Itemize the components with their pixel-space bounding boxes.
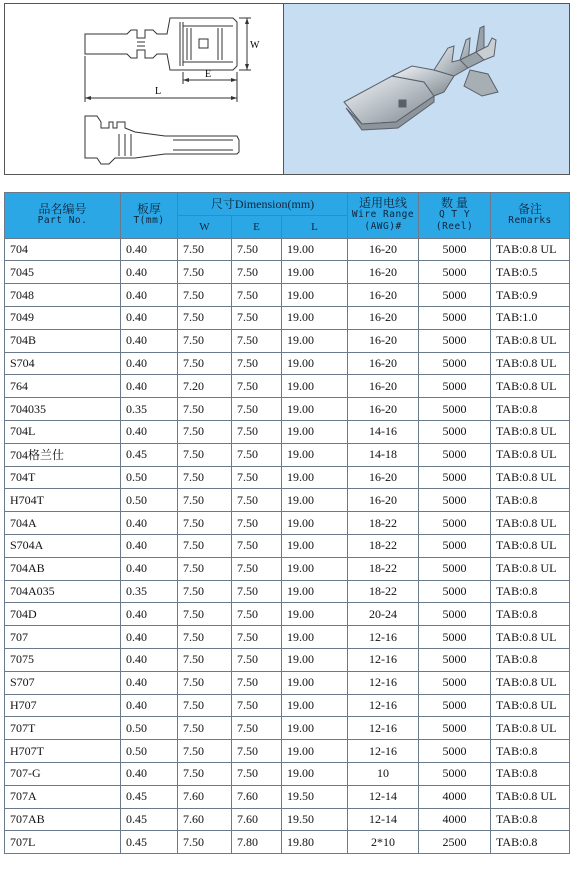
table-row <box>5 261 570 284</box>
remarks-cell: TAB:0.8 UL <box>491 375 570 398</box>
l-cell: 19.00 <box>282 648 348 671</box>
part-no-cell: 707A <box>5 785 121 808</box>
table-row <box>5 580 570 603</box>
part-no-cell: S704 <box>5 352 121 375</box>
remarks-cell: TAB:0.8 <box>491 603 570 626</box>
remarks-cell: TAB:0.8 UL <box>491 557 570 580</box>
wire-range-cell: 12-14 <box>348 785 419 808</box>
w-cell: 7.50 <box>178 443 232 466</box>
w-cell: 7.20 <box>178 375 232 398</box>
remarks-cell: TAB:0.8 UL <box>491 466 570 489</box>
qty-cell: 4000 <box>419 808 491 831</box>
w-cell: 7.60 <box>178 785 232 808</box>
e-cell: 7.50 <box>232 466 282 489</box>
remarks-cell: TAB:0.8 UL <box>491 717 570 740</box>
thickness-cell: 0.40 <box>121 603 178 626</box>
qty-cell: 5000 <box>419 466 491 489</box>
l-cell: 19.00 <box>282 534 348 557</box>
thickness-cell: 0.40 <box>121 534 178 557</box>
w-cell: 7.50 <box>178 580 232 603</box>
part-no-cell: 707-G <box>5 762 121 785</box>
table-body <box>5 238 570 854</box>
l-cell: 19.00 <box>282 352 348 375</box>
thickness-cell: 0.40 <box>121 306 178 329</box>
w-cell: 7.50 <box>178 420 232 443</box>
remarks-cell: TAB:0.8 UL <box>491 671 570 694</box>
qty-cell: 5000 <box>419 534 491 557</box>
terminal-photo <box>284 4 569 174</box>
table-row <box>5 785 570 808</box>
l-cell: 19.00 <box>282 717 348 740</box>
e-cell: 7.50 <box>232 717 282 740</box>
terminal-spec-table <box>4 192 570 854</box>
part-no-cell: 764 <box>5 375 121 398</box>
part-no-cell: 7045 <box>5 261 121 284</box>
thickness-cell: 0.40 <box>121 284 178 307</box>
wire-range-cell: 16-20 <box>348 284 419 307</box>
part-no-cell: 707AB <box>5 808 121 831</box>
remarks-cell: TAB:0.8 <box>491 398 570 421</box>
l-cell: 19.80 <box>282 831 348 854</box>
part-no-cell: 704D <box>5 603 121 626</box>
wire-range-cell: 18-22 <box>348 512 419 535</box>
wire-range-cell: 14-16 <box>348 420 419 443</box>
part-no-cell: H707 <box>5 694 121 717</box>
thickness-cell: 0.40 <box>121 420 178 443</box>
l-cell: 19.00 <box>282 238 348 261</box>
table-row <box>5 329 570 352</box>
w-cell: 7.50 <box>178 352 232 375</box>
qty-cell: 5000 <box>419 306 491 329</box>
dim-e-label: E <box>205 69 212 80</box>
qty-cell: 4000 <box>419 785 491 808</box>
wire-range-cell: 16-20 <box>348 238 419 261</box>
qty-cell: 5000 <box>419 557 491 580</box>
table-row <box>5 831 570 854</box>
remarks-cell: TAB:0.8 UL <box>491 694 570 717</box>
l-cell: 19.00 <box>282 557 348 580</box>
table-row <box>5 284 570 307</box>
w-cell: 7.50 <box>178 603 232 626</box>
l-cell: 19.50 <box>282 785 348 808</box>
table-row <box>5 762 570 785</box>
e-cell: 7.50 <box>232 580 282 603</box>
qty-cell: 5000 <box>419 443 491 466</box>
remarks-cell: TAB:0.8 UL <box>491 626 570 649</box>
l-cell: 19.00 <box>282 626 348 649</box>
table-row <box>5 512 570 535</box>
e-cell: 7.50 <box>232 671 282 694</box>
thickness-cell: 0.35 <box>121 398 178 421</box>
technical-drawing <box>5 4 284 174</box>
wire-range-cell: 12-16 <box>348 694 419 717</box>
table-row <box>5 375 570 398</box>
remarks-cell: TAB:0.8 <box>491 740 570 763</box>
e-cell: 7.50 <box>232 626 282 649</box>
table-row <box>5 626 570 649</box>
part-no-cell: 7049 <box>5 306 121 329</box>
e-cell: 7.50 <box>232 762 282 785</box>
table-row <box>5 398 570 421</box>
part-no-cell: 707T <box>5 717 121 740</box>
remarks-cell: TAB:0.8 <box>491 831 570 854</box>
thickness-cell: 0.40 <box>121 557 178 580</box>
wire-range-cell: 16-20 <box>348 329 419 352</box>
table-row <box>5 648 570 671</box>
thickness-cell: 0.35 <box>121 580 178 603</box>
qty-cell: 5000 <box>419 261 491 284</box>
l-cell: 19.00 <box>282 512 348 535</box>
table-row <box>5 534 570 557</box>
w-cell: 7.50 <box>178 831 232 854</box>
qty-cell: 5000 <box>419 489 491 512</box>
w-cell: 7.50 <box>178 534 232 557</box>
remarks-cell: TAB:0.8 UL <box>491 443 570 466</box>
l-cell: 19.00 <box>282 671 348 694</box>
part-no-cell: 704A035 <box>5 580 121 603</box>
wire-range-cell: 16-20 <box>348 466 419 489</box>
wire-range-cell: 2*10 <box>348 831 419 854</box>
w-cell: 7.50 <box>178 648 232 671</box>
wire-range-cell: 16-20 <box>348 352 419 375</box>
wire-range-cell: 10 <box>348 762 419 785</box>
part-no-cell: 7048 <box>5 284 121 307</box>
part-no-cell: 704L <box>5 420 121 443</box>
remarks-cell: TAB:0.8 UL <box>491 512 570 535</box>
header-l: L <box>282 215 348 238</box>
wire-range-cell: 12-16 <box>348 740 419 763</box>
qty-cell: 2500 <box>419 831 491 854</box>
w-cell: 7.50 <box>178 512 232 535</box>
wire-range-cell: 20-24 <box>348 603 419 626</box>
e-cell: 7.50 <box>232 238 282 261</box>
part-no-cell: 704A <box>5 512 121 535</box>
e-cell: 7.50 <box>232 740 282 763</box>
header-qty: 数 量 Q T Y (Reel) <box>419 193 491 239</box>
dim-w-label: W <box>250 40 260 51</box>
qty-cell: 5000 <box>419 694 491 717</box>
e-cell: 7.50 <box>232 329 282 352</box>
thickness-cell: 0.40 <box>121 626 178 649</box>
thickness-cell: 0.40 <box>121 352 178 375</box>
wire-range-cell: 12-14 <box>348 808 419 831</box>
table-row <box>5 603 570 626</box>
e-cell: 7.50 <box>232 261 282 284</box>
remarks-cell: TAB:0.8 <box>491 762 570 785</box>
e-cell: 7.50 <box>232 512 282 535</box>
l-cell: 19.00 <box>282 398 348 421</box>
wire-range-cell: 12-16 <box>348 626 419 649</box>
thickness-cell: 0.40 <box>121 648 178 671</box>
l-cell: 19.00 <box>282 306 348 329</box>
thickness-cell: 0.45 <box>121 785 178 808</box>
table-row <box>5 489 570 512</box>
thickness-cell: 0.40 <box>121 375 178 398</box>
remarks-cell: TAB:0.8 <box>491 580 570 603</box>
thickness-cell: 0.50 <box>121 717 178 740</box>
remarks-cell: TAB:0.8 UL <box>491 329 570 352</box>
l-cell: 19.00 <box>282 762 348 785</box>
e-cell: 7.50 <box>232 352 282 375</box>
part-no-cell: S704A <box>5 534 121 557</box>
w-cell: 7.50 <box>178 557 232 580</box>
e-cell: 7.50 <box>232 534 282 557</box>
remarks-cell: TAB:0.8 UL <box>491 534 570 557</box>
table-row <box>5 808 570 831</box>
e-cell: 7.80 <box>232 831 282 854</box>
part-no-cell: 704B <box>5 329 121 352</box>
thickness-cell: 0.50 <box>121 740 178 763</box>
w-cell: 7.50 <box>178 489 232 512</box>
terminal-render-svg <box>284 4 568 174</box>
wire-range-cell: 16-20 <box>348 398 419 421</box>
wire-range-cell: 12-16 <box>348 648 419 671</box>
w-cell: 7.50 <box>178 740 232 763</box>
l-cell: 19.00 <box>282 466 348 489</box>
terminal-drawing-svg <box>5 4 283 174</box>
w-cell: 7.50 <box>178 626 232 649</box>
qty-cell: 5000 <box>419 284 491 307</box>
part-no-cell: 707 <box>5 626 121 649</box>
part-no-cell: 704格兰仕 <box>5 443 121 466</box>
part-no-cell: 704AB <box>5 557 121 580</box>
table-row <box>5 466 570 489</box>
e-cell: 7.50 <box>232 443 282 466</box>
wire-range-cell: 14-18 <box>348 443 419 466</box>
w-cell: 7.50 <box>178 261 232 284</box>
e-cell: 7.50 <box>232 284 282 307</box>
header-wire-range: 适用电线 Wire Range (AWG)# <box>348 193 419 239</box>
qty-cell: 5000 <box>419 648 491 671</box>
remarks-cell: TAB:0.5 <box>491 261 570 284</box>
dim-l-label: L <box>155 86 162 97</box>
qty-cell: 5000 <box>419 420 491 443</box>
qty-cell: 5000 <box>419 352 491 375</box>
part-no-cell: H707T <box>5 740 121 763</box>
thickness-cell: 0.45 <box>121 443 178 466</box>
qty-cell: 5000 <box>419 671 491 694</box>
e-cell: 7.60 <box>232 785 282 808</box>
header-e: E <box>232 215 282 238</box>
w-cell: 7.50 <box>178 694 232 717</box>
remarks-cell: TAB:0.8 UL <box>491 238 570 261</box>
e-cell: 7.50 <box>232 694 282 717</box>
remarks-cell: TAB:0.8 UL <box>491 785 570 808</box>
header-remarks: 备注 Remarks <box>491 193 570 239</box>
thickness-cell: 0.50 <box>121 466 178 489</box>
thickness-cell: 0.40 <box>121 261 178 284</box>
part-no-cell: S707 <box>5 671 121 694</box>
qty-cell: 5000 <box>419 512 491 535</box>
thickness-cell: 0.50 <box>121 489 178 512</box>
wire-range-cell: 12-16 <box>348 717 419 740</box>
wire-range-cell: 18-22 <box>348 534 419 557</box>
e-cell: 7.50 <box>232 603 282 626</box>
qty-cell: 5000 <box>419 626 491 649</box>
part-no-cell: 7075 <box>5 648 121 671</box>
qty-cell: 5000 <box>419 398 491 421</box>
thickness-cell: 0.45 <box>121 808 178 831</box>
thickness-cell: 0.40 <box>121 512 178 535</box>
qty-cell: 5000 <box>419 717 491 740</box>
thickness-cell: 0.40 <box>121 762 178 785</box>
thickness-cell: 0.40 <box>121 694 178 717</box>
wire-range-cell: 18-22 <box>348 580 419 603</box>
w-cell: 7.50 <box>178 238 232 261</box>
w-cell: 7.50 <box>178 306 232 329</box>
l-cell: 19.00 <box>282 284 348 307</box>
qty-cell: 5000 <box>419 762 491 785</box>
part-no-cell: 704T <box>5 466 121 489</box>
l-cell: 19.00 <box>282 375 348 398</box>
l-cell: 19.00 <box>282 329 348 352</box>
table-row <box>5 306 570 329</box>
l-cell: 19.00 <box>282 603 348 626</box>
w-cell: 7.50 <box>178 284 232 307</box>
w-cell: 7.50 <box>178 762 232 785</box>
w-cell: 7.50 <box>178 329 232 352</box>
remarks-cell: TAB:0.8 UL <box>491 420 570 443</box>
remarks-cell: TAB:0.8 <box>491 808 570 831</box>
header-dimension: 尺寸Dimension(mm) <box>178 193 348 216</box>
wire-range-cell: 18-22 <box>348 557 419 580</box>
w-cell: 7.50 <box>178 671 232 694</box>
l-cell: 19.00 <box>282 740 348 763</box>
wire-range-cell: 16-20 <box>348 489 419 512</box>
header-w: W <box>178 215 232 238</box>
table-row <box>5 694 570 717</box>
table-row <box>5 443 570 466</box>
qty-cell: 5000 <box>419 603 491 626</box>
qty-cell: 5000 <box>419 329 491 352</box>
e-cell: 7.50 <box>232 648 282 671</box>
wire-range-cell: 16-20 <box>348 261 419 284</box>
l-cell: 19.00 <box>282 443 348 466</box>
part-no-cell: 707L <box>5 831 121 854</box>
l-cell: 19.50 <box>282 808 348 831</box>
e-cell: 7.50 <box>232 420 282 443</box>
table-row <box>5 420 570 443</box>
wire-range-cell: 12-16 <box>348 671 419 694</box>
w-cell: 7.50 <box>178 466 232 489</box>
part-no-cell: H704T <box>5 489 121 512</box>
thickness-cell: 0.45 <box>121 831 178 854</box>
table-row <box>5 238 570 261</box>
remarks-cell: TAB:0.8 <box>491 648 570 671</box>
l-cell: 19.00 <box>282 580 348 603</box>
remarks-cell: TAB:0.8 UL <box>491 352 570 375</box>
part-no-cell: 704 <box>5 238 121 261</box>
header-part-no: 品名编号 Part No. <box>5 193 121 239</box>
e-cell: 7.60 <box>232 808 282 831</box>
product-figure-panel <box>4 3 570 175</box>
thickness-cell: 0.40 <box>121 671 178 694</box>
w-cell: 7.50 <box>178 717 232 740</box>
w-cell: 7.60 <box>178 808 232 831</box>
wire-range-cell: 16-20 <box>348 306 419 329</box>
header-thickness: 板厚 T(mm) <box>121 193 178 239</box>
table-row <box>5 352 570 375</box>
table-row <box>5 557 570 580</box>
table-row <box>5 671 570 694</box>
l-cell: 19.00 <box>282 694 348 717</box>
l-cell: 19.00 <box>282 420 348 443</box>
l-cell: 19.00 <box>282 261 348 284</box>
e-cell: 7.50 <box>232 557 282 580</box>
e-cell: 7.50 <box>232 489 282 512</box>
e-cell: 7.50 <box>232 398 282 421</box>
table-row <box>5 740 570 763</box>
qty-cell: 5000 <box>419 740 491 763</box>
w-cell: 7.50 <box>178 398 232 421</box>
e-cell: 7.50 <box>232 306 282 329</box>
wire-range-cell: 16-20 <box>348 375 419 398</box>
qty-cell: 5000 <box>419 375 491 398</box>
qty-cell: 5000 <box>419 238 491 261</box>
qty-cell: 5000 <box>419 580 491 603</box>
e-cell: 7.50 <box>232 375 282 398</box>
remarks-cell: TAB:0.9 <box>491 284 570 307</box>
remarks-cell: TAB:1.0 <box>491 306 570 329</box>
thickness-cell: 0.40 <box>121 329 178 352</box>
remarks-cell: TAB:0.8 <box>491 489 570 512</box>
thickness-cell: 0.40 <box>121 238 178 261</box>
table-row <box>5 717 570 740</box>
l-cell: 19.00 <box>282 489 348 512</box>
part-no-cell: 704035 <box>5 398 121 421</box>
